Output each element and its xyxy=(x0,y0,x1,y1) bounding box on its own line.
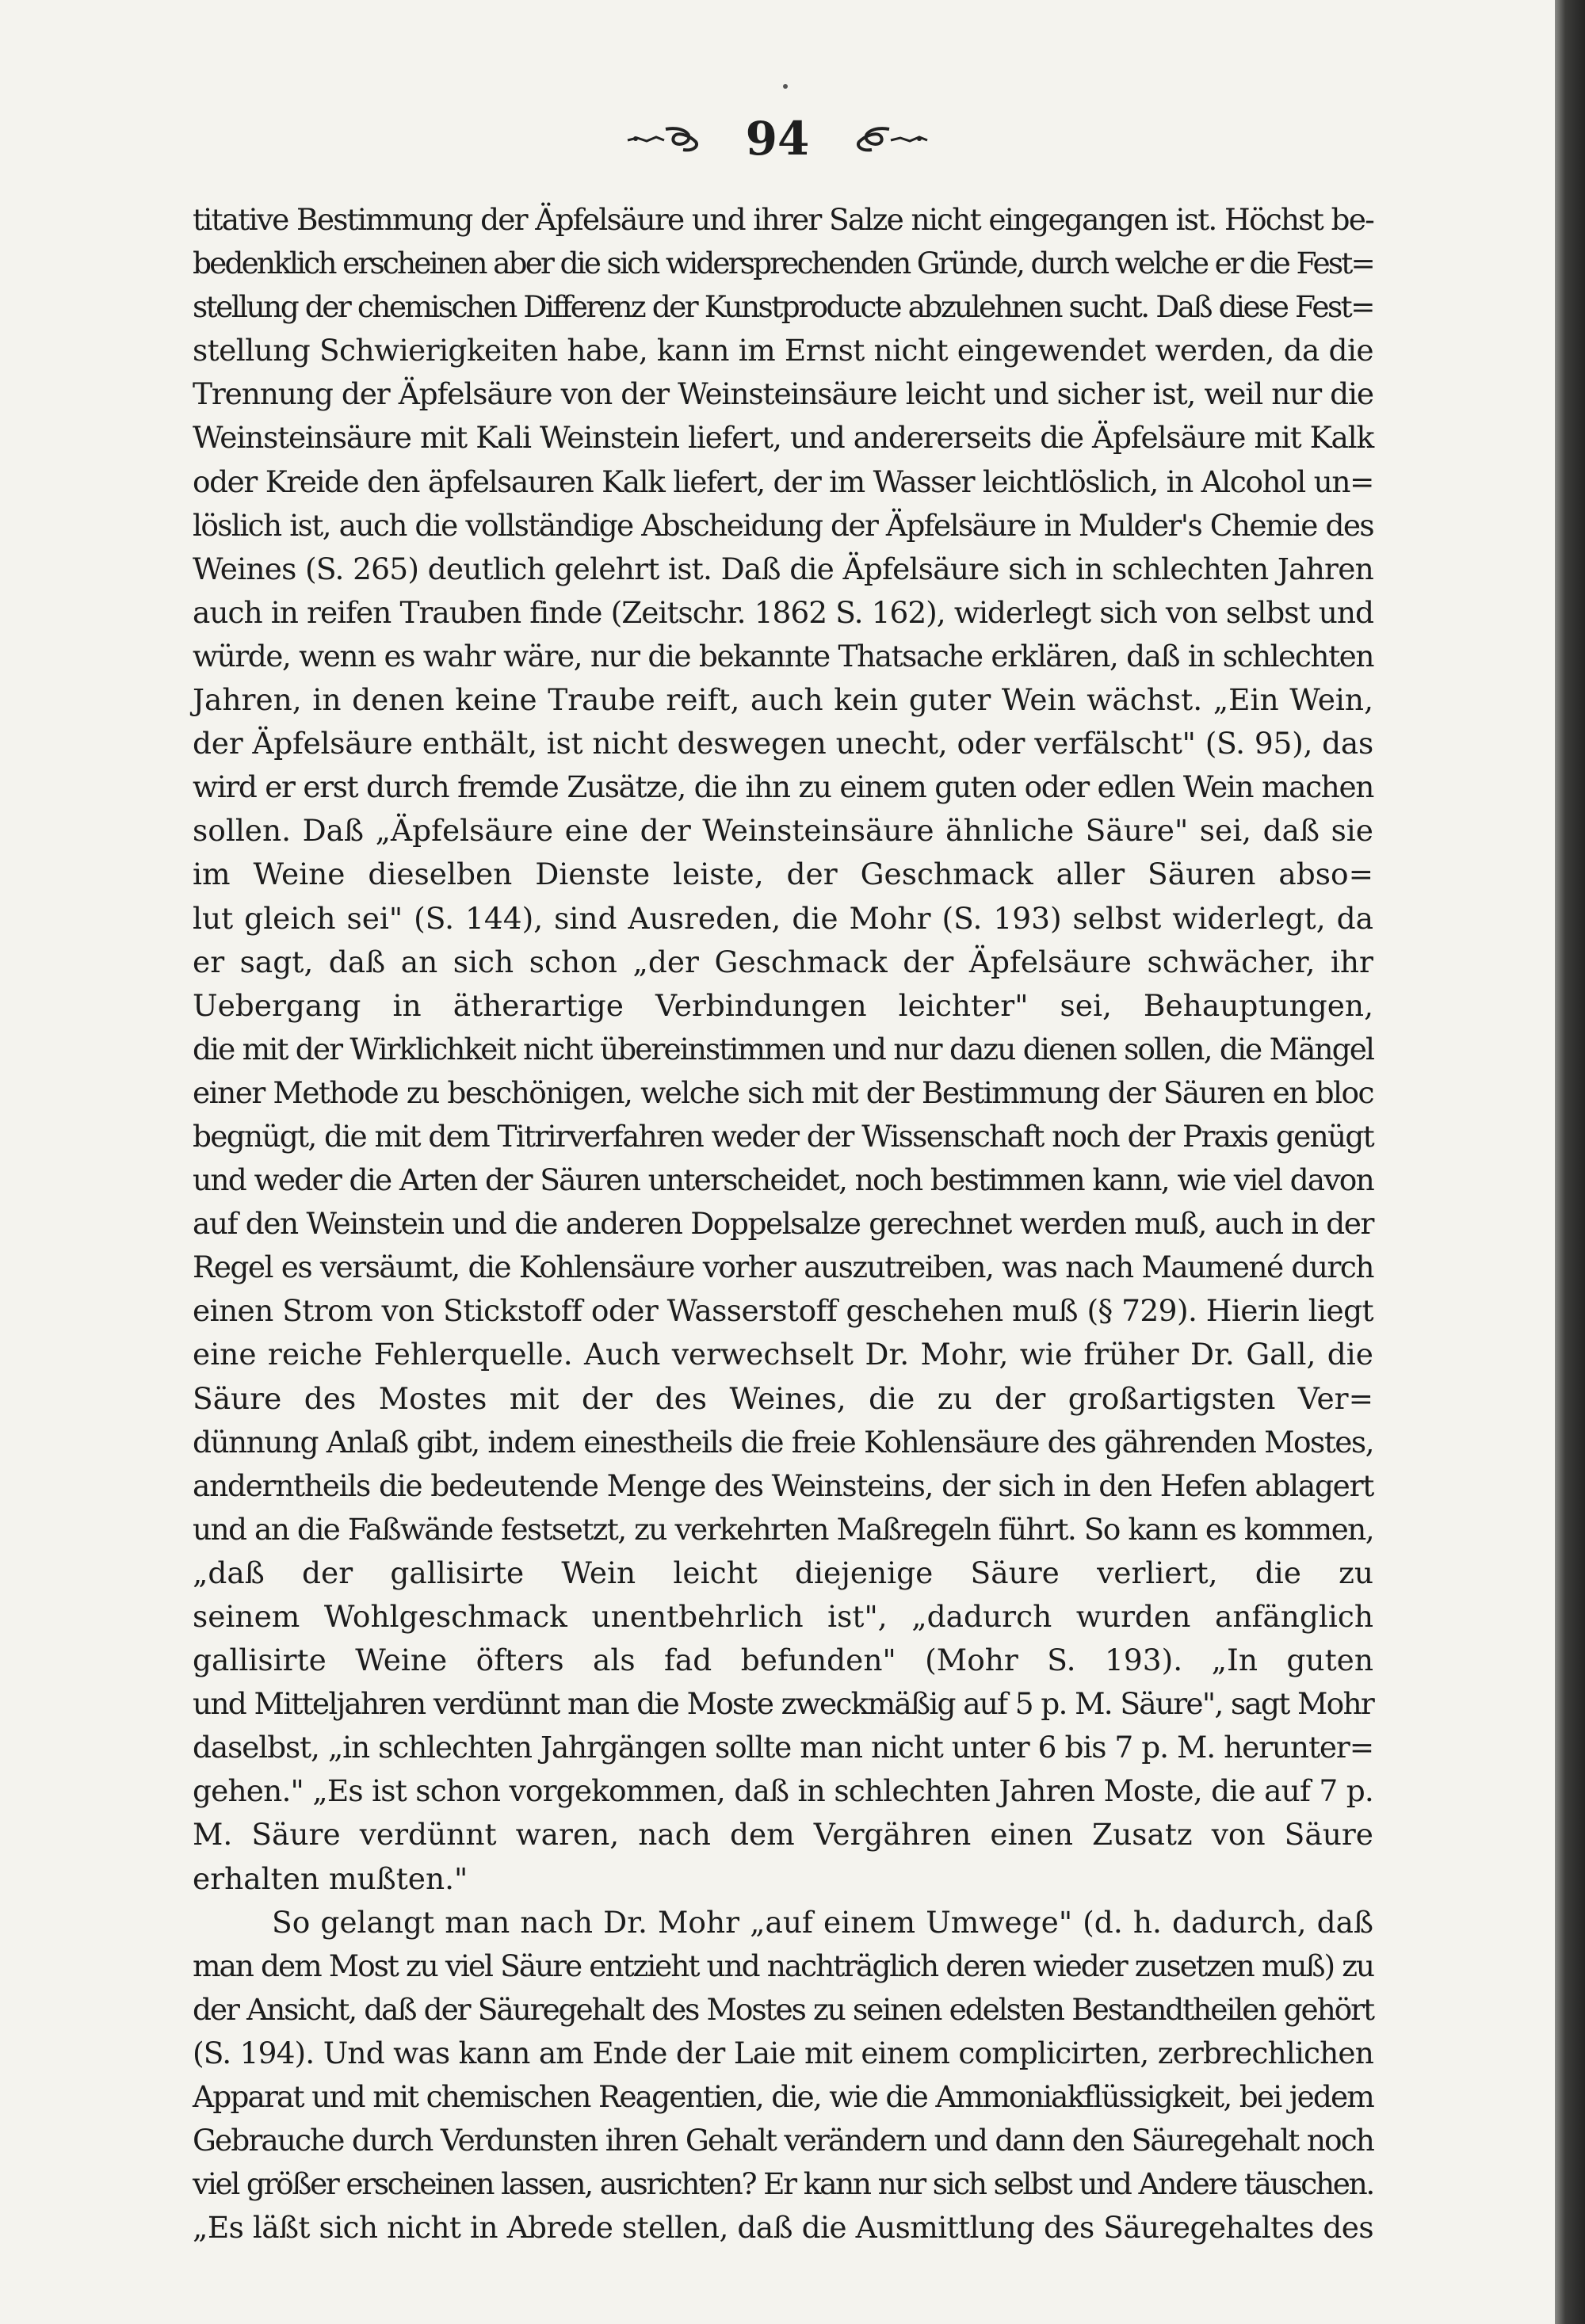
text-line: „daß der gallisirte Wein leicht diejenige Säure verliert, die zu xyxy=(193,1555,1373,1590)
text-line: sollen. Daß „Äpfelsäure eine der Weinsteinsäure ähnliche Säure" sei, daß sie xyxy=(193,813,1373,849)
text-line: oder Kreide den äpfelsauren Kalk liefert, der im Wasser leichtlöslich, in Alcohol un= xyxy=(193,464,1373,499)
text-line: So gelangt man nach Dr. Mohr „auf einem Umwege" (d. h. dadurch, daß xyxy=(272,1904,1373,1940)
text-line: Weines (S. 265) deutlich gelehrt ist. Daß die Äpfelsäure sich in schlechten Jahren xyxy=(193,551,1373,586)
text-line: daselbst, „in schlechten Jahrgängen sollte man nicht unter 6 bis 7 p. M. herunter= xyxy=(193,1730,1373,1765)
text-line: gallisirte Weine öfters als fad befunden" (Mohr S. 193). „In guten xyxy=(193,1643,1373,1678)
text-line: einer Methode zu beschönigen, welche sich mit der Bestimmung der Säuren en bloc xyxy=(193,1074,1373,1110)
text-line: gehen." „Es ist schon vorgekommen, daß in schlechten Jahren Moste, die auf 7 p. xyxy=(193,1773,1373,1809)
text-line: viel größer erscheinen lassen, ausrichten? Er kann nur sich selbst und Andere täuschen. xyxy=(193,2166,1373,2202)
text-line: titative Bestimmung der Äpfelsäure und ihrer Salze nicht eingegangen ist. Höchst be- xyxy=(193,202,1373,237)
text-line: M. Säure verdünnt waren, nach dem Vergähren einen Zusatz von Säure xyxy=(193,1817,1373,1853)
text-line: bedenklich erscheinen aber die sich widersprechenden Gründe, durch welche er die Fest= xyxy=(193,246,1373,281)
text-line: Apparat und mit chemischen Reagentien, die, wie die Ammoniakflüssigkeit, bei jedem xyxy=(193,2079,1373,2115)
page-header xyxy=(0,103,1555,170)
text-line: der Ansicht, daß der Säuregehalt des Mostes zu seinen edelsten Bestandtheilen gehört xyxy=(193,1991,1373,2027)
text-line: stellung der chemischen Differenz der Kunstproducte abzulehnen sucht. Daß diese Fest= xyxy=(193,289,1373,325)
text-line: er sagt, daß an sich schon „der Geschmack der Äpfelsäure schwächer, ihr xyxy=(193,944,1373,979)
text-line: „Es läßt sich nicht in Abrede stellen, daß die Ausmittlung des Säuregehaltes des xyxy=(193,2210,1373,2246)
text-line: Gebrauche durch Verdunsten ihren Gehalt verändern und dann den Säuregehalt noch xyxy=(193,2123,1373,2158)
text-line: einen Strom von Stickstoff oder Wasserstoff geschehen muß (§ 729). Hierin liegt xyxy=(193,1293,1373,1329)
text-line: im Weine dieselben Dienste leiste, der Geschmack aller Säuren abso= xyxy=(193,857,1373,892)
text-line: seinem Wohlgeschmack unentbehrlich ist", „dadurch wurden anfänglich xyxy=(193,1599,1373,1634)
text-line: löslich ist, auch die vollständige Abscheidung der Äpfelsäure in Mulder's Chemie des xyxy=(193,507,1373,543)
text-line: anderntheils die bedeutende Menge des Weinsteins, der sich in den Hefen ablagert xyxy=(193,1467,1373,1503)
ornament-left-icon xyxy=(626,107,705,170)
text-line: wird er erst durch fremde Zusätze, die ihn zu einem guten oder edlen Wein machen xyxy=(193,769,1373,805)
text-line: eine reiche Fehlerquelle. Auch verwechselt Dr. Mohr, wie früher Dr. Gall, die xyxy=(193,1337,1373,1372)
text-line: die mit der Wirklichkeit nicht übereinstimmen und nur dazu dienen sollen, die Mängel xyxy=(193,1031,1373,1067)
text-line: Regel es versäumt, die Kohlensäure vorher auszutreiben, was nach Maumené durch xyxy=(193,1250,1373,1285)
text-line: dünnung Anlaß gibt, indem einestheils die freie Kohlensäure des gährenden Mostes, xyxy=(193,1424,1373,1460)
text-line: auch in reifen Trauben finde (Zeitschr. 1862 S. 162), widerlegt sich von selbst und xyxy=(193,594,1373,630)
ornament-right-icon xyxy=(850,107,929,170)
text-line: auf den Weinstein und die anderen Doppelsalze gerechnet werden muß, auch in der xyxy=(193,1206,1373,1242)
text-line: Weinsteinsäure mit Kali Weinstein liefert, und andererseits die Äpfelsäure mit Kalk xyxy=(193,420,1373,456)
page-body-text xyxy=(193,198,1373,2250)
page-number: 94 xyxy=(745,112,810,166)
text-line: stellung Schwierigkeiten habe, kann im Ernst nicht eingewendet werden, da die xyxy=(193,333,1373,368)
text-line: lut gleich sei" (S. 144), sind Ausreden, die Mohr (S. 193) selbst widerlegt, da xyxy=(193,900,1373,936)
text-line: und weder die Arten der Säuren unterscheidet, noch bestimmen kann, wie viel davon xyxy=(193,1162,1373,1198)
speck-mark xyxy=(783,84,788,89)
text-line: Trennung der Äpfelsäure von der Weinsteinsäure leicht und sicher ist, weil nur die xyxy=(193,376,1373,412)
text-line: Jahren, in denen keine Traube reift, auch kein guter Wein wächst. „Ein Wein, xyxy=(193,682,1373,718)
text-line: man dem Most zu viel Säure entzieht und nachträglich deren wieder zusetzen muß) zu xyxy=(193,1948,1373,1983)
text-line: begnügt, die mit dem Titrirverfahren weder der Wissenschaft noch der Praxis genügt xyxy=(193,1118,1373,1154)
text-line: Uebergang in ätherartige Verbindungen leichter" sei, Behauptungen, xyxy=(193,987,1373,1023)
text-line: erhalten mußten." xyxy=(193,1860,468,1896)
page-edge-shadow xyxy=(1555,0,1585,2324)
text-line: Säure des Mostes mit der des Weines, die zu der großartigsten Ver= xyxy=(193,1380,1373,1416)
text-line: und Mitteljahren verdünnt man die Moste zweckmäßig auf 5 p. M. Säure", sagt Mohr xyxy=(193,1686,1373,1722)
text-line: und an die Faßwände festsetzt, zu verkehrten Maßregeln führt. So kann es kommen, xyxy=(193,1511,1373,1547)
text-line: würde, wenn es wahr wäre, nur die bekannte Thatsache erklären, daß in schlechten xyxy=(193,638,1373,674)
text-line: der Äpfelsäure enthält, ist nicht deswegen unecht, oder verfälscht" (S. 95), das xyxy=(193,726,1373,761)
text-line: (S. 194). Und was kann am Ende der Laie mit einem complicirten, zerbrechlichen xyxy=(193,2035,1373,2070)
